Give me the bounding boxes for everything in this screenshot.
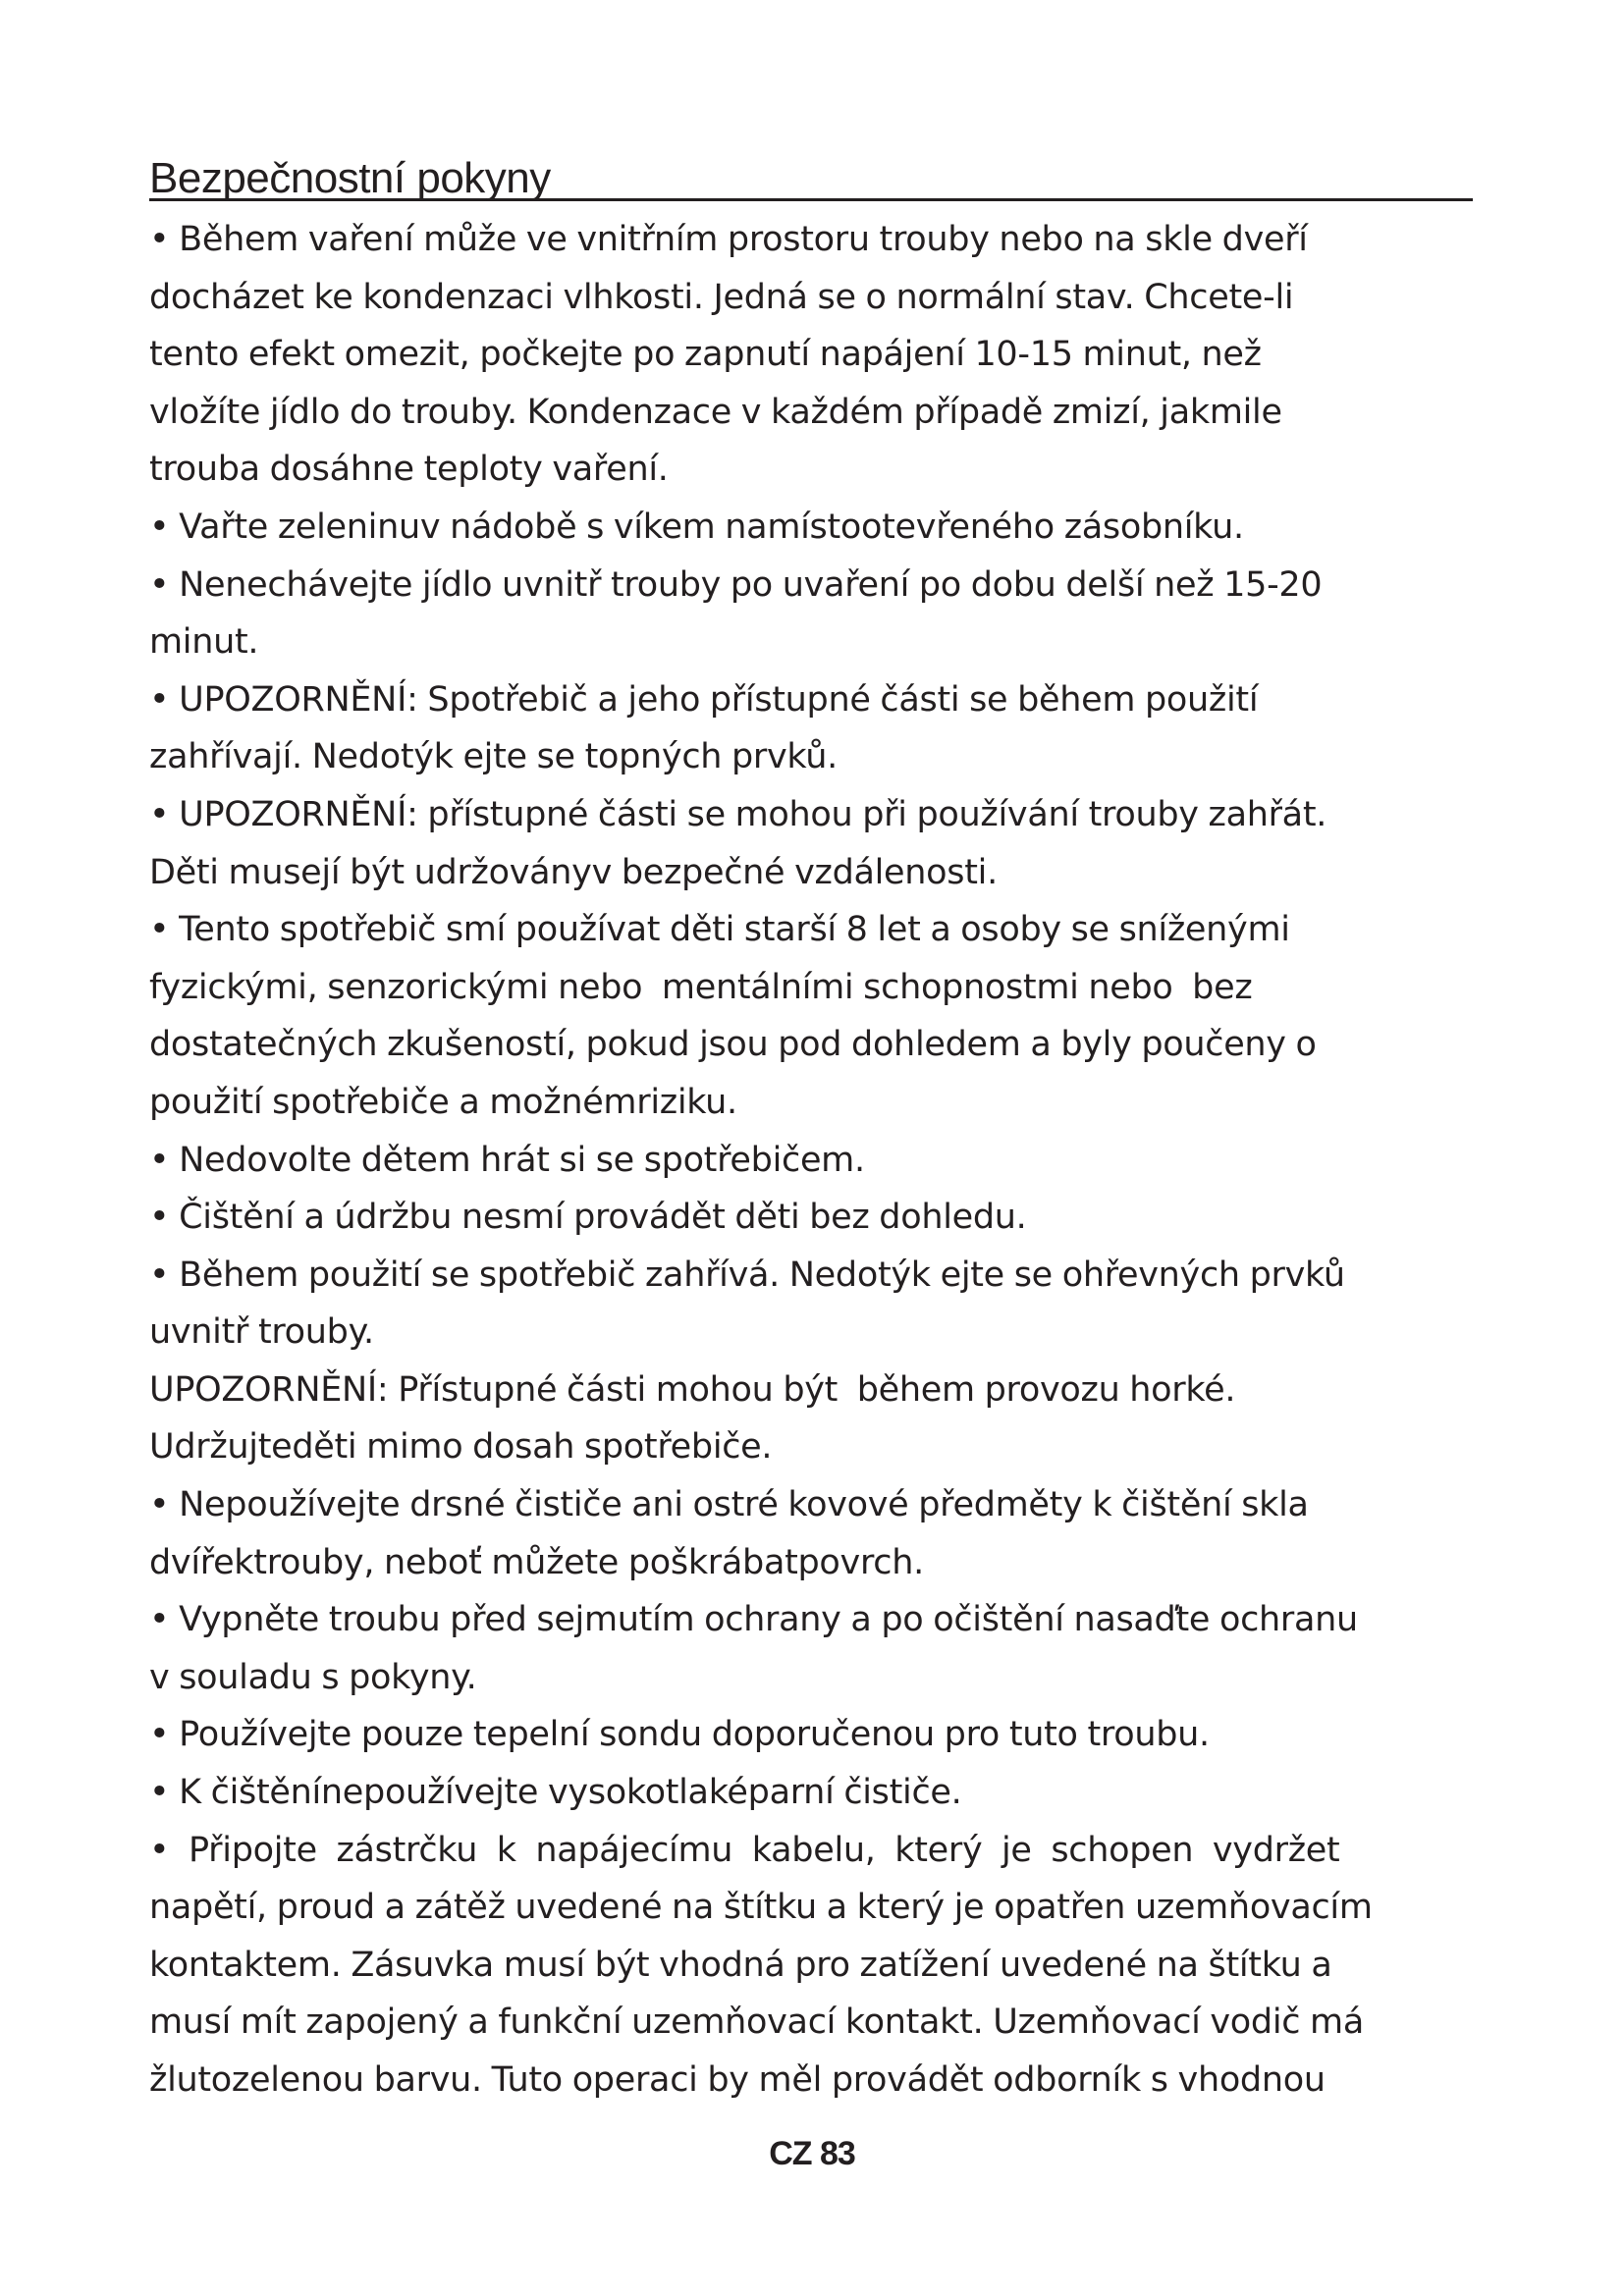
text-line: dostatečných zkušeností, pokud jsou pod dohledem a byly poučeny o bbox=[149, 1025, 1317, 1065]
text-line: • Během použití se spotřebič zahřívá. Nedotýk ejte se ohřevných prvků bbox=[149, 1255, 1345, 1295]
text-line: kontaktem. Zásuvka musí být vhodná pro zatížení uvedené na štítku a bbox=[149, 1945, 1332, 1985]
text-line: • Připojte zástrčku k napájecímu kabelu, který je schopen vydržet bbox=[149, 1830, 1340, 1870]
text-line: musí mít zapojený a funkční uzemňovací kontakt. Uzemňovací vodič má bbox=[149, 2002, 1364, 2043]
text-line: žlutozelenou barvu. Tuto operaci by měl provádět odborník s vhodnou bbox=[149, 2060, 1326, 2100]
text-line: docházet ke kondenzaci vlhkosti. Jedná se o normální stav. Chcete-li bbox=[149, 277, 1294, 317]
text-line: zahřívají. Nedotýk ejte se topných prvků. bbox=[149, 737, 839, 777]
text-line: • UPOZORNĚNÍ: Spotřebič a jeho přístupné části se během použití bbox=[149, 679, 1259, 720]
text-line: dvířektrouby, neboť můžete poškrábatpovrch. bbox=[149, 1542, 924, 1582]
text-line: • K čištěnínepoužívejte vysokotlaképarní čističe. bbox=[149, 1773, 962, 1813]
text-line: fyzickými, senzorickými nebo mentálními schopnostmi nebo bez bbox=[149, 967, 1253, 1007]
text-line: • Nedovolte dětem hrát si se spotřebičem. bbox=[149, 1140, 865, 1180]
text-line: Děti musejí být udržoványv bezpečné vzdálenosti. bbox=[149, 852, 998, 892]
text-line: vložíte jídlo do trouby. Kondenzace v každém případě zmizí, jakmile bbox=[149, 392, 1282, 432]
text-line: trouba dosáhne teploty vaření. bbox=[149, 450, 669, 490]
text-line: • Vypněte troubu před sejmutím ochrany a po očištění nasaďte ochranu bbox=[149, 1600, 1358, 1640]
text-line: použití spotřebiče a možnémriziku. bbox=[149, 1082, 737, 1122]
text-line: Udržujteděti mimo dosah spotřebiče. bbox=[149, 1427, 773, 1468]
text-line: UPOZORNĚNÍ: Přístupné části mohou být během provozu horké. bbox=[149, 1369, 1236, 1410]
document-page bbox=[149, 147, 1524, 2109]
text-line: • Nenechávejte jídlo uvnitř trouby po uvaření po dobu delší než 15-20 bbox=[149, 564, 1323, 605]
text-line: uvnitř trouby. bbox=[149, 1312, 374, 1353]
text-line: • Nepoužívejte drsné čističe ani ostré kovové předměty k čištění skla bbox=[149, 1485, 1309, 1525]
text-line: napětí, proud a zátěž uvedené na štítku a který je opatřen uzemňovacím bbox=[149, 1888, 1373, 1928]
text-line: • Tento spotřebič smí používat děti starší 8 let a osoby se sníženými bbox=[149, 910, 1290, 950]
text-line: minut. bbox=[149, 622, 259, 663]
text-line: v souladu s pokyny. bbox=[149, 1657, 477, 1697]
text-line: tento efekt omezit, počkejte po zapnutí napájení 10-15 minut, než bbox=[149, 335, 1262, 375]
text-line: • UPOZORNĚNÍ: přístupné části se mohou při používání trouby zahřát. bbox=[149, 794, 1327, 834]
section-title: Bezpečnostní pokyny bbox=[149, 154, 551, 202]
text-line: • Během vaření může ve vnitřním prostoru trouby nebo na skle dveří bbox=[149, 220, 1308, 259]
safety-instructions-body bbox=[149, 211, 1524, 2109]
text-line: • Vařte zeleninuv nádobě s víkem namístootevřeného zásobníku. bbox=[149, 507, 1244, 547]
text-line: • Používejte pouze tepelní sondu doporučenou pro tuto troubu. bbox=[149, 1715, 1210, 1755]
text-line: • Čištění a údržbu nesmí provádět děti bez dohledu. bbox=[149, 1198, 1027, 1238]
section-header bbox=[149, 147, 1473, 201]
page-number: CZ 83 bbox=[769, 2135, 855, 2172]
